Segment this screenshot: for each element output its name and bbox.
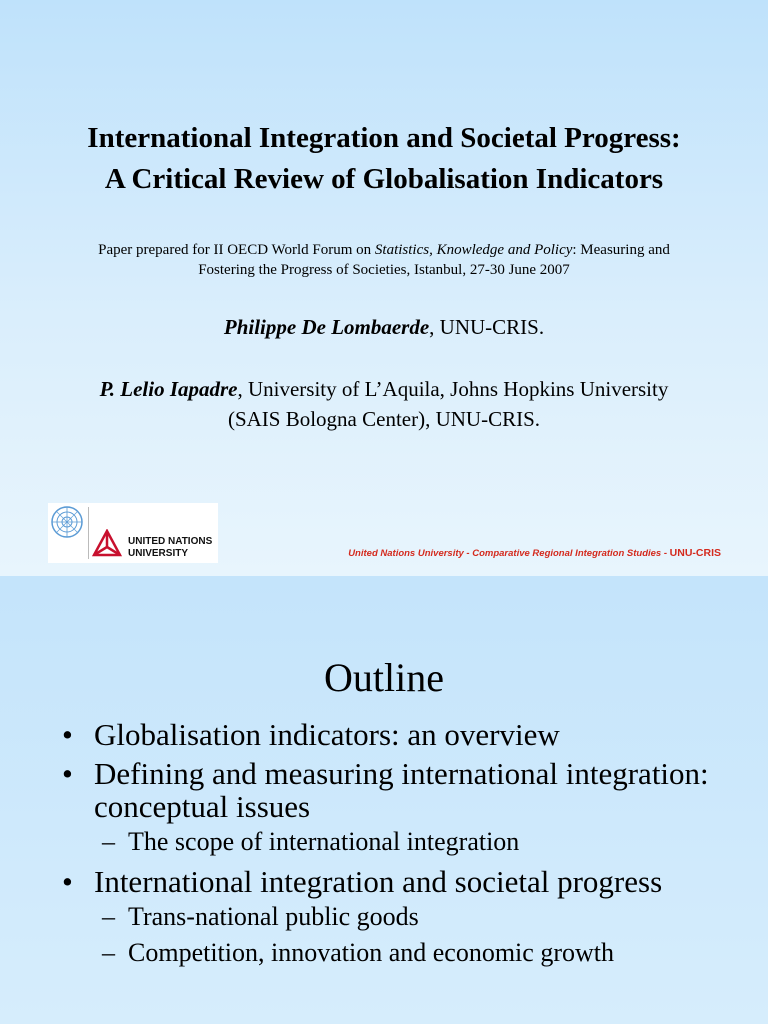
subtitle-prefix: Paper prepared for II OECD World Forum on <box>98 242 375 258</box>
unu-wordmark <box>128 536 212 560</box>
slide-title <box>0 118 768 200</box>
logo-separator <box>88 507 89 559</box>
outline-subitem <box>62 827 738 857</box>
outline-subitem-text: Trans-national public goods <box>128 902 419 931</box>
outline-item-text: International integration and societal progress <box>94 864 663 899</box>
author-1-name: Philippe De Lombaerde <box>223 315 430 339</box>
outline-item <box>62 865 738 898</box>
unu-logo <box>48 503 218 563</box>
dash-marker: – <box>102 827 115 856</box>
subtitle-line-2: Fostering the Progress of Societies, Istanbul, 27-30 June 2007 <box>198 262 570 278</box>
author-2 <box>20 374 748 434</box>
subtitle-italic: Statistics, Knowledge and Policy <box>374 242 573 258</box>
author-2-affiliation-line-2: (SAIS Bologna Center), UNU-CRIS. <box>227 407 541 431</box>
outline-subitem-text: Competition, innovation and economic growth <box>128 938 614 967</box>
footer-text: United Nations University - Comparative Regional Integration Studies - <box>348 548 670 559</box>
outline-item-text: Defining and measuring international integration: conceptual issues <box>94 756 709 824</box>
author-2-affiliation-line-1: , University of L’Aquila, Johns Hopkins University <box>237 377 669 401</box>
outline-item <box>62 757 738 823</box>
unu-mark-icon <box>92 529 122 559</box>
author-2-name: P. Lelio Iapadre <box>99 377 238 401</box>
author-1-affiliation: , UNU-CRIS. <box>429 315 545 339</box>
outline-subitem <box>62 938 738 968</box>
title-line-1: International Integration and Societal Progress: <box>87 122 681 154</box>
title-line-2: A Critical Review of Globalisation Indicators <box>104 163 664 195</box>
dash-marker: – <box>102 938 115 967</box>
un-emblem-icon <box>50 505 84 539</box>
outline-subitem <box>62 902 738 932</box>
outline-item-text: Globalisation indicators: an overview <box>94 717 560 752</box>
outline-subitem-text: The scope of international integration <box>128 827 520 856</box>
footer-brand: UNU-CRIS <box>669 547 721 559</box>
outline-list <box>62 718 738 976</box>
unu-wordmark-line-1: UNITED NATIONS <box>128 536 213 547</box>
unu-wordmark-line-2: UNIVERSITY <box>128 548 189 559</box>
subtitle-suffix: : Measuring and <box>572 242 670 258</box>
outline-title: Outline <box>324 655 444 700</box>
paper-subtitle <box>40 240 728 280</box>
outline-item <box>62 718 738 751</box>
slide-footer <box>348 547 721 559</box>
dash-marker: – <box>102 902 115 931</box>
author-1 <box>0 313 768 341</box>
